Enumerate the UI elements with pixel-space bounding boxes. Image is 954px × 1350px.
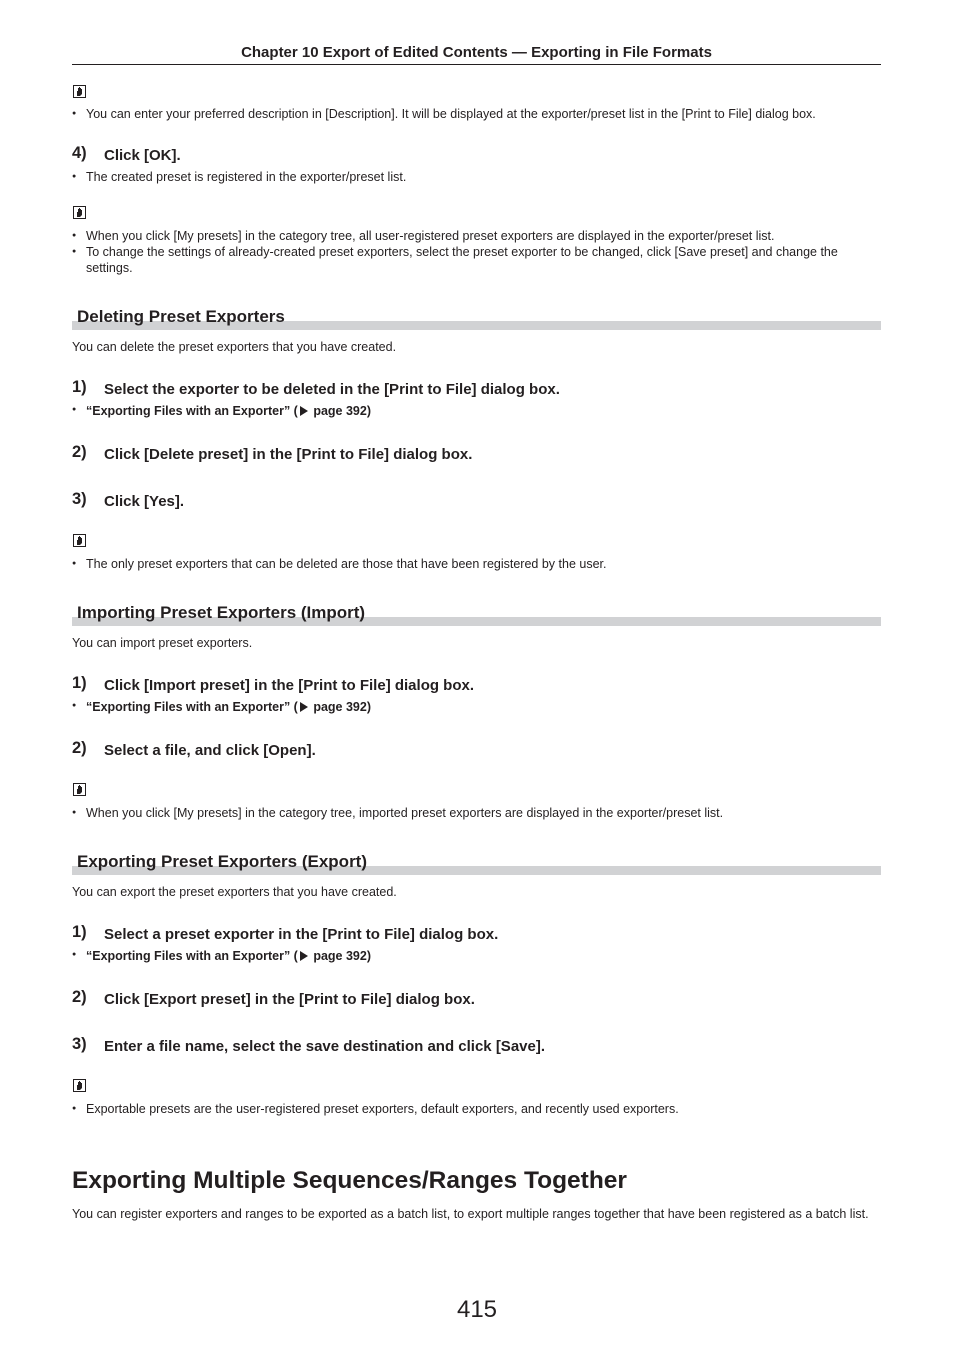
step-text: Enter a file name, select the save destination and click [Save].: [104, 1038, 546, 1055]
note-hand-icon: [73, 534, 86, 547]
step-text: Select a file, and click [Open].: [104, 742, 316, 759]
section-desc: You can import preset exporters.: [72, 636, 253, 650]
section-title-exporting: Exporting Preset Exporters (Export): [77, 852, 368, 871]
step-number: 1): [72, 923, 87, 941]
step-text: Select the exporter to be deleted in the [Print to File] dialog box.: [104, 381, 560, 398]
step-number: 3): [72, 1035, 87, 1053]
link-page: page 392): [313, 949, 371, 963]
link-text: “Exporting Files with an Exporter” (: [86, 700, 298, 714]
page-number: 415: [456, 1296, 498, 1323]
step-text: Select a preset exporter in the [Print to File] dialog box.: [104, 926, 499, 943]
note-bullet: ● You can enter your preferred description in [Description]. It will be displayed at the exporter/preset list in the [Print to File] dialog box.: [72, 106, 881, 122]
page-reference-link[interactable]: [72, 949, 371, 963]
link-page: page 392): [313, 700, 371, 714]
note-hand-icon: [73, 783, 86, 796]
section-title-importing: Importing Preset Exporters (Import): [77, 603, 366, 622]
step-text: Click [Delete preset] in the [Print to File] dialog box.: [104, 446, 473, 463]
arrow-right-icon: [300, 951, 308, 961]
link-page: page 392): [313, 404, 371, 418]
note-bullet: ● To change the settings of already-created preset exporters, select the preset exporter to be changed, click [Save preset] and change the settings.: [72, 244, 881, 276]
main-heading: Exporting Multiple Sequences/Ranges Together: [72, 1167, 627, 1194]
page-reference-link[interactable]: [72, 404, 371, 418]
step-text: Click [Yes].: [104, 493, 185, 510]
link-text: “Exporting Files with an Exporter” (: [86, 949, 298, 963]
step-text: Click [OK].: [104, 147, 181, 164]
step-number: 3): [72, 490, 87, 508]
step-number: 1): [72, 378, 87, 396]
step-number: 2): [72, 739, 87, 757]
page-reference-link[interactable]: [72, 700, 371, 714]
arrow-right-icon: [300, 406, 308, 416]
note-hand-icon: [73, 206, 86, 219]
note-bullet: ● When you click [My presets] in the category tree, imported preset exporters are displayed in the exporter/preset list.: [72, 805, 881, 821]
note-hand-icon: [73, 1079, 86, 1092]
arrow-right-icon: [300, 702, 308, 712]
chapter-header: Chapter 10 Export of Edited Contents — Exporting in File Formats: [241, 44, 712, 61]
step-text: Click [Export preset] in the [Print to File] dialog box.: [104, 991, 475, 1008]
note-bullet: ● Exportable presets are the user-registered preset exporters, default exporters, and recently used exporters.: [72, 1101, 881, 1117]
step-sub-bullet: ● The created preset is registered in the exporter/preset list.: [72, 169, 881, 185]
section-title-deleting: Deleting Preset Exporters: [77, 307, 285, 326]
step-number: 2): [72, 988, 87, 1006]
step-number: 2): [72, 443, 87, 461]
note-hand-icon: [73, 85, 86, 98]
step-number: 1): [72, 674, 87, 692]
note-bullet: ● The only preset exporters that can be deleted are those that have been registered by the user.: [72, 556, 881, 572]
section-desc: You can delete the preset exporters that you have created.: [72, 340, 397, 354]
note-bullet: ● When you click [My presets] in the category tree, all user-registered preset exporters are displayed in the exporter/preset list.: [72, 228, 881, 244]
step-number: 4): [72, 144, 87, 162]
step-text: Click [Import preset] in the [Print to File] dialog box.: [104, 677, 475, 694]
main-desc: You can register exporters and ranges to be exported as a batch list, to export multiple ranges together that have been registered as a batch list.: [72, 1207, 869, 1221]
link-text: “Exporting Files with an Exporter” (: [86, 404, 298, 418]
section-desc: You can export the preset exporters that you have created.: [72, 885, 397, 899]
header-rule: [72, 64, 881, 65]
